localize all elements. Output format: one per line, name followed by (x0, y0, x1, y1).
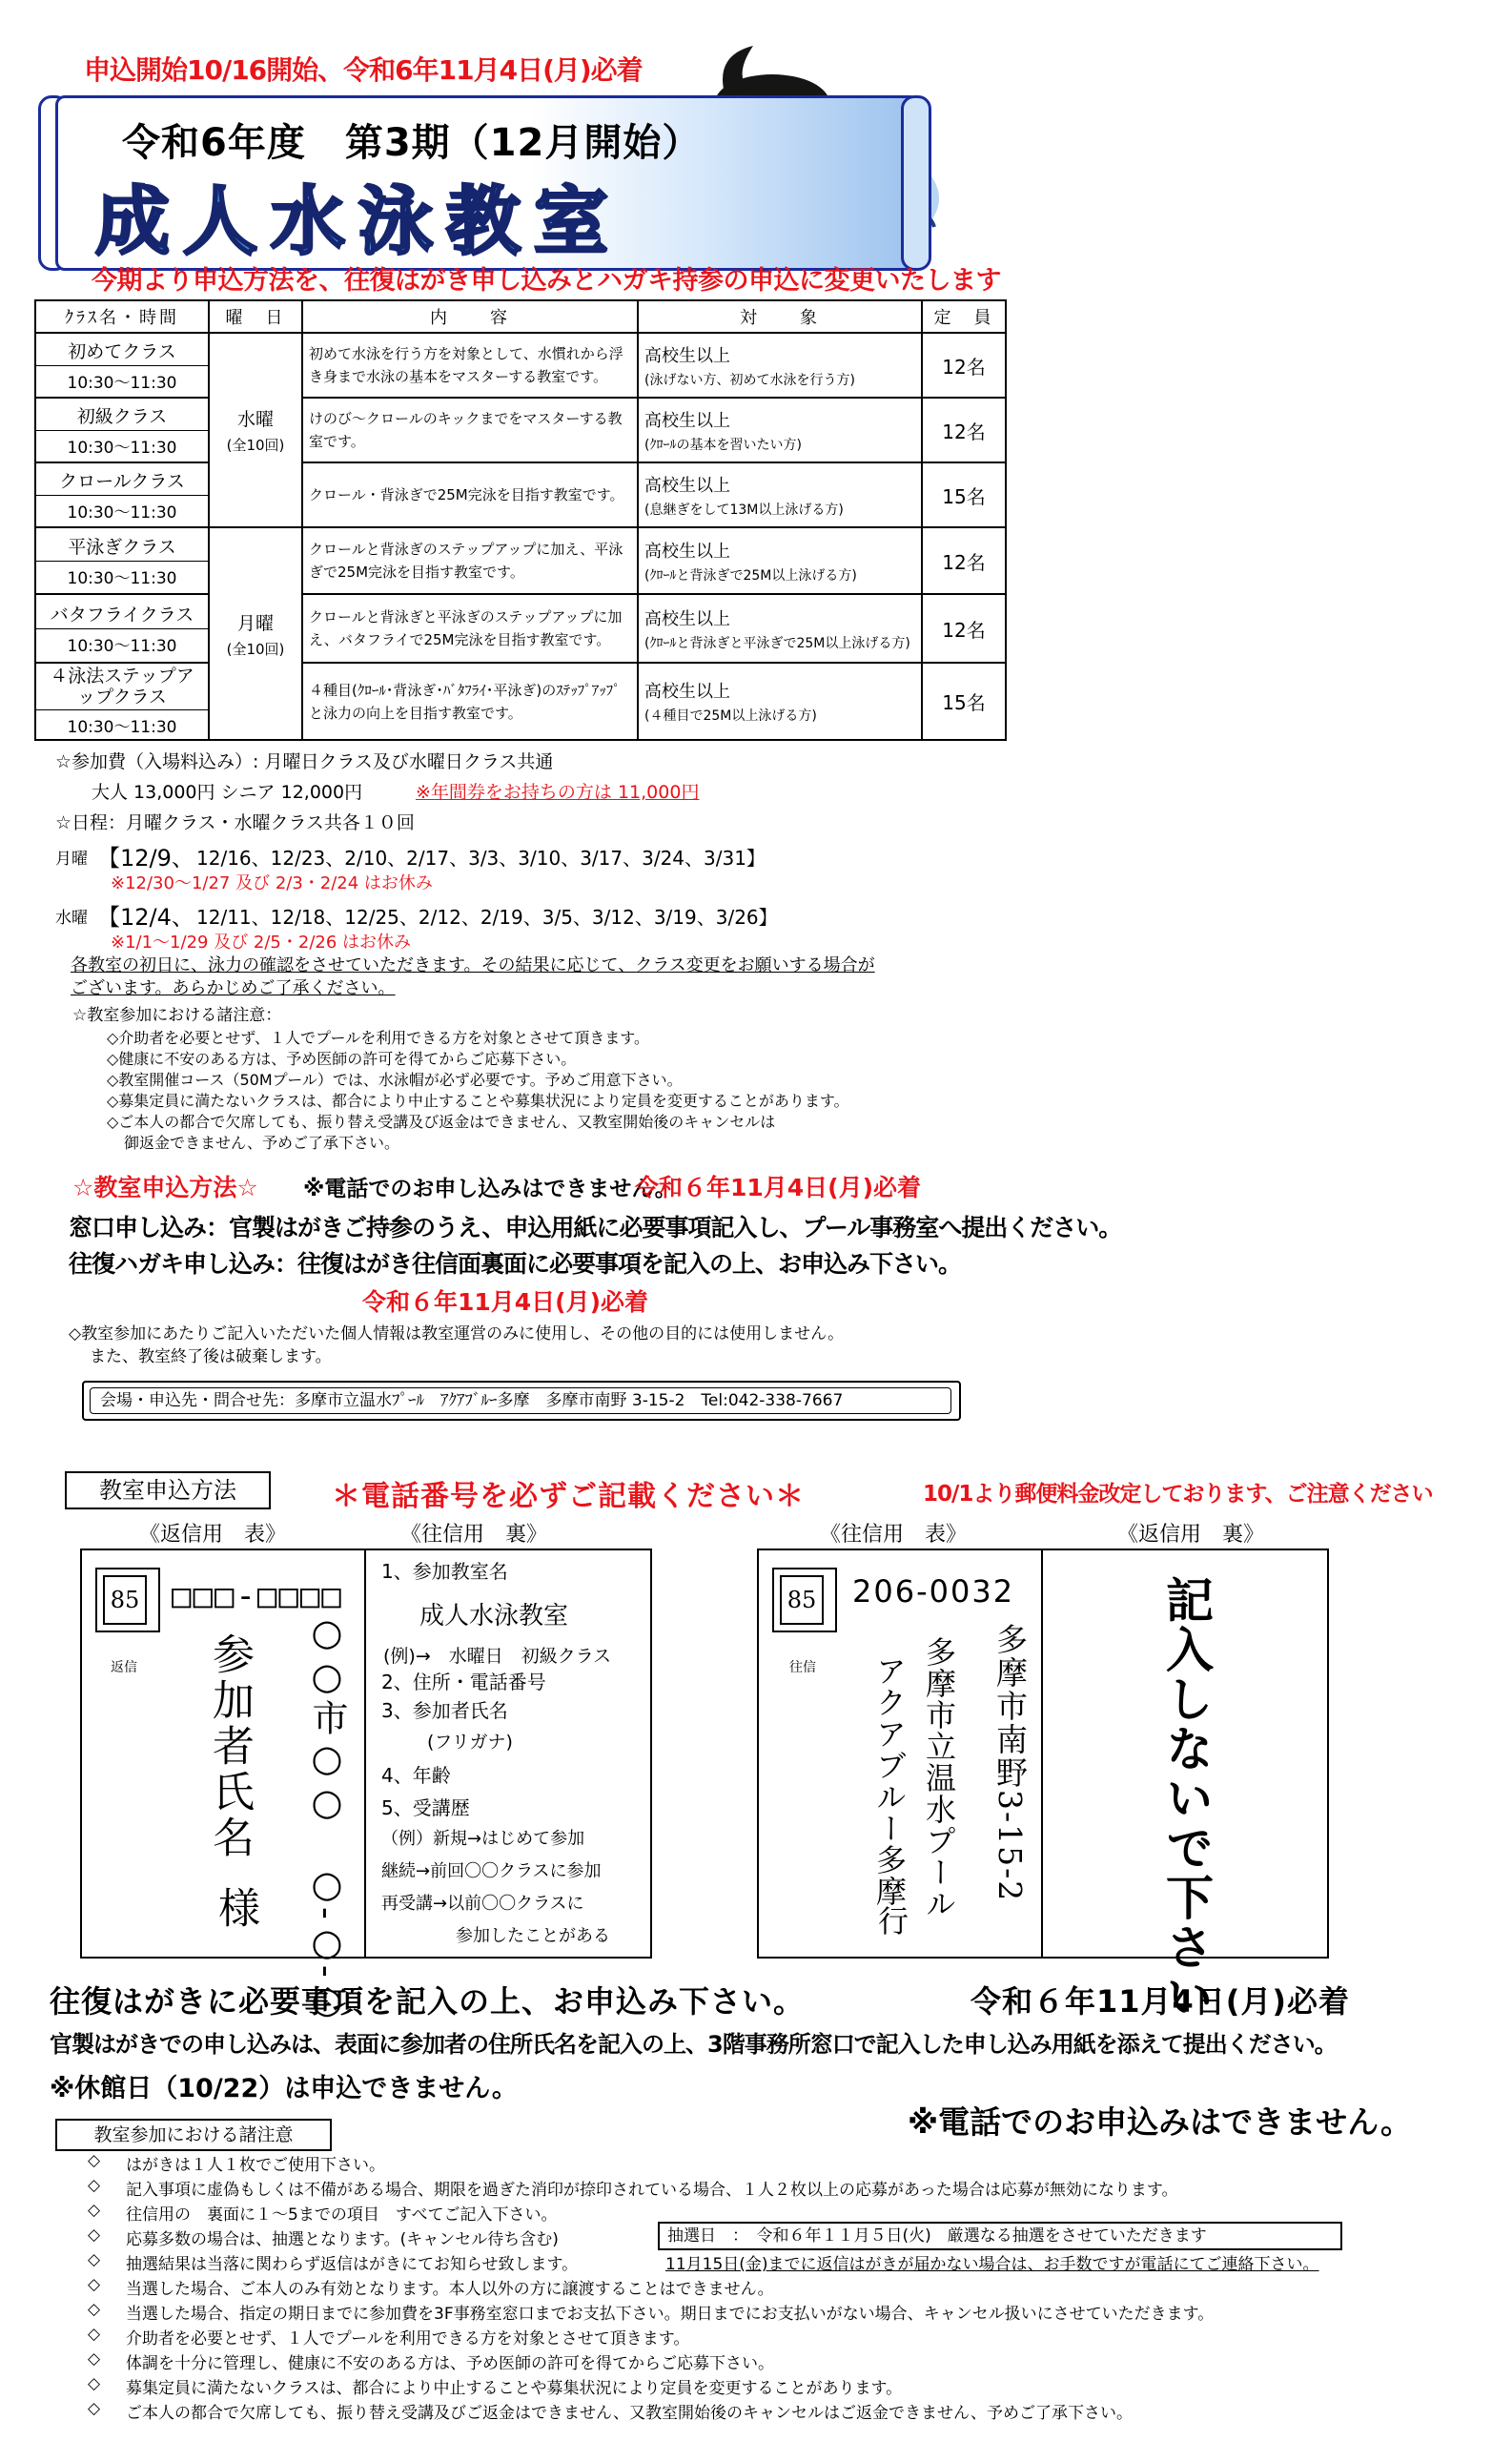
official-card-note: 官製はがきでの申し込みは、表面に参加者の住所氏名を記入の上、3階事務所窓口で記入した申し込み用紙を添えて提出ください。 (50, 2031, 1337, 2058)
class-content: ４種目(ｸﾛｰﾙ･背泳ぎ･ﾊﾞﾀﾌﾗｲ･平泳ぎ)のｽﾃｯﾌﾟｱｯﾌﾟと泳力の向上を目指す教室です。 (302, 663, 638, 740)
note-item: 募集定員に満たないクラスは、都合により中止することや募集状況により定員を変更することがあります。 (126, 2379, 903, 2398)
class-name: クロールクラス (59, 471, 185, 492)
note-item: 当選した場合、指定の期日までに参加費を3F事務室窓口までお支払下さい。期日までにお支払いがない場合、キャンセル扱いにさせていただきます。 (126, 2305, 1215, 2324)
card-heading: 《返信用 表》 (139, 1523, 287, 1547)
class-time: 10:30～11:30 (36, 709, 208, 737)
monday-label: 月曜 (55, 850, 88, 869)
swim-check-note: 各教室の初日に、泳力の確認をさせていただきます。その結果に応じて、クラス変更をお願いする場合が (71, 955, 875, 975)
target: 高校生以上 (644, 345, 730, 366)
card-heading: 《往信用 表》 (820, 1523, 968, 1547)
postcard-divider (1041, 1549, 1043, 1957)
privacy-note-2: また、教室終了後は破棄します。 (90, 1347, 332, 1366)
column-header: 対 象 (638, 300, 922, 333)
class-content: クロール・背泳ぎで25M完泳を目指す教室です。 (302, 462, 638, 527)
class-time: 10:30～11:30 (36, 628, 208, 656)
caution-item: ◇募集定員に満たないクラスは、都合により中止することや募集状況により定員を変更することがあります。 (107, 1092, 849, 1110)
deadline-2: 令和６年11月4日(月)必着 (362, 1288, 649, 1316)
class-name: 初級クラス (76, 406, 168, 427)
target-note: (４種目で25M以上泳げる方) (644, 708, 817, 724)
reply-deadline-note: 11月15日(金)までに返信はがきが届かない場合は、お手数ですが電話にてご連絡下さい。 (665, 2255, 1319, 2274)
lottery-date-box (658, 2222, 1342, 2250)
day-count: (全10回) (226, 437, 285, 454)
phone-required-note: ＊電話番号を必ずご記載ください＊ (332, 1480, 805, 1513)
window-application: 窓口申し込み：官製はがきご持参のうえ、申込用紙に必要事項記入し、プール事務室へ提出ください。 (69, 1214, 1122, 1241)
day-wednesday: 水曜 (236, 409, 274, 430)
table-row (35, 527, 1006, 594)
class-name: 初めてクラス (68, 341, 176, 362)
back-item: 1、参加教室名 (381, 1560, 508, 1583)
note-item: 応募多数の場合は、抽選となります。(キャンセル待ち含む) (126, 2230, 559, 2249)
apply-method-label: 教室申込方法 (65, 1471, 271, 1509)
notes-label: 教室参加における諸注意 (55, 2119, 332, 2151)
fee-prices: 大人 13,000円 シニア 12,000円 (92, 782, 363, 803)
target-note: (息継ぎをして13M以上泳げる方) (644, 502, 844, 518)
table-row (35, 594, 1006, 663)
target: 高校生以上 (644, 608, 730, 629)
monday-dates: 12/16、12/23、2/10、2/17、3/3、3/10、3/17、3/24、3/31】 (196, 847, 766, 870)
class-name: バタフライクラス (50, 605, 194, 626)
back-item: 3、参加者氏名 (381, 1699, 508, 1722)
capacity: 12名 (922, 527, 1006, 594)
diamond-icon: ◇ (88, 2176, 101, 2195)
wednesday-first-date: 【12/4、 (97, 904, 194, 931)
target: 高校生以上 (644, 410, 730, 431)
apply-method-heading: ☆教室申込方法☆ (72, 1174, 258, 1201)
monday-first-date: 【12/9、 (97, 845, 194, 872)
address-placeholder: ○○市○○ ○-○-○ (306, 1611, 348, 2023)
table-row (35, 663, 1006, 740)
back-item: 5、受講歴 (381, 1796, 470, 1819)
participant-name-placeholder: 参加者氏名 (205, 1632, 254, 1861)
table-row (35, 398, 1006, 462)
target: 高校生以上 (644, 475, 730, 496)
closed-day-note: ※休館日（10/22）は申込できません。 (50, 2074, 518, 2103)
method-change-note: 今期より申込方法を、往復はがき申し込みとハガキ持参の申込に変更いたします (92, 266, 1001, 296)
capacity: 12名 (922, 398, 1006, 462)
target-note: (ｸﾛｰﾙの基本を習いたい方) (644, 437, 802, 453)
note-item: 介助者を必要とせず、１人でプールを利用できる方を対象とさせて頂きます。 (126, 2329, 690, 2349)
caution-item: 御返金できません、予めご了承下さい。 (124, 1134, 399, 1152)
caution-item: ◇教室開催コース（50Mプール）では、水泳帽が必ず必要です。予めご用意下さい。 (107, 1071, 683, 1089)
class-content: クロールと背泳ぎと平泳ぎのステップアップに加え、バタフライで25M完泳を目指す教室です。 (302, 594, 638, 663)
target: 高校生以上 (644, 682, 730, 702)
back-item: 参加したことがある (456, 1926, 610, 1946)
target-note: (ｸﾛｰﾙと背泳ぎで25M以上泳げる方) (644, 567, 857, 584)
diamond-icon: ◇ (88, 2374, 101, 2393)
target-note: (泳げない方、初めて水泳を行う方) (644, 372, 855, 388)
back-item: （例）新規→はじめて参加 (381, 1829, 585, 1849)
banner-scroll-right (901, 95, 931, 271)
capacity: 12名 (922, 333, 1006, 398)
class-content: けのび～クロールのキックまでをマスターする教室です。 (302, 398, 638, 462)
application-start-note: 申込開始10/16開始、令和6年11月4日(月)必着 (84, 54, 643, 86)
diamond-icon: ◇ (88, 2300, 101, 2319)
diamond-icon: ◇ (88, 2349, 101, 2369)
capacity: 15名 (922, 663, 1006, 740)
back-item: 継続→前回〇〇クラスに参加 (381, 1861, 602, 1881)
caution-item: ◇介助者を必要とせず、１人でプールを利用できる方を対象とさせて頂きます。 (107, 1029, 649, 1047)
page-title: 成人水泳教室 (95, 179, 623, 265)
table-row (35, 333, 1006, 398)
deadline: 令和６年11月4日(月)必着 (635, 1174, 922, 1201)
destination-gyo: 行 (873, 1905, 909, 1936)
zip-blank: □□□-□□□□ (172, 1577, 343, 1615)
monday-holiday-note: ※12/30～1/27 及び 2/3・2/24 はお休み (111, 873, 433, 893)
back-item: (例)→ 水曜日 初級クラス (383, 1646, 612, 1667)
reply-label: 返信 (111, 1660, 137, 1675)
lottery-date: 抽選日 ： 令和６年１１月５日(火) 厳選なる抽選をさせていただきます (667, 2226, 1207, 2246)
target-note: (ｸﾛｰﾙと背泳ぎと平泳ぎで25M以上泳げる方) (644, 635, 910, 651)
target: 高校生以上 (644, 541, 730, 562)
table-header-row (35, 300, 1006, 333)
note-item: 抽選結果は当落に関わらず返信はがきにてお知らせ致します。 (126, 2255, 579, 2274)
destination-zip: 206-0032 (852, 1573, 1015, 1610)
no-phone-note-footer: ※電話でのお申込みはできません。 (908, 2103, 1413, 2141)
diamond-icon: ◇ (88, 2250, 101, 2269)
destination-address: 多摩市南野3‐15‐2 (991, 1623, 1029, 1903)
contact-text: 会場・申込先・問合せ先：多摩市立温水ﾌﾟｰﾙ ｱｸｱﾌﾞﾙｰ多摩 多摩市南野 3-15-2 Tel:042-338-7667 (100, 1391, 844, 1410)
swim-check-note-2: ございます。あらかじめご了承ください。 (71, 978, 396, 998)
column-header: 曜 日 (209, 300, 302, 333)
note-item: 体調を十分に管理し、健康に不安のある方は、予め医師の許可を得てからご応募下さい。 (126, 2354, 774, 2373)
stamp-value: 85 (103, 1575, 147, 1625)
fee-pass-note: ※年間券をお持ちの方は 11,000円 (416, 782, 700, 803)
no-phone-note: ※電話でのお申し込みはできません。 (303, 1177, 677, 1201)
back-item: 再受講→以前〇〇クラスに (381, 1894, 584, 1914)
wednesday-holiday-note: ※1/1～1/29 及び 2/5・2/26 はお休み (111, 933, 412, 953)
wednesday-dates: 12/11、12/18、12/25、2/12、2/19、3/5、3/12、3/19、3/26】 (196, 906, 778, 929)
note-item: ご本人の都合で欠席しても、振り替え受講及びご返金はできません、又教室開始後のキャンセルはご返金できません、予めご了承下さい。 (126, 2404, 1134, 2423)
column-header: 内 容 (302, 300, 638, 333)
return-card-application: 往復ハガキ申し込み：往復はがき往信面裏面に必要事項を記入の上、お申込み下さい。 (69, 1250, 962, 1278)
note-item: 当選した場合、ご本人のみ有効となります。本人以外の方に譲渡することはできません。 (126, 2280, 774, 2299)
back-item: (フリガナ) (427, 1732, 513, 1753)
card-heading: 《往信用 裏》 (400, 1523, 548, 1547)
schedule-heading: ☆日程：月曜クラス・水曜クラス共各１０回 (55, 812, 415, 833)
diamond-icon: ◇ (88, 2399, 101, 2418)
class-content: クロールと背泳ぎのステップアップに加え、平泳ぎで25M完泳を目指す教室です。 (302, 527, 638, 594)
footer-instruction: 往復はがきに必要事項を記入の上、お申込み下さい。 (50, 1983, 806, 2020)
send-label: 往信 (789, 1660, 816, 1675)
caution-item: ◇ご本人の都合で欠席しても、振り替え受講及び返金はできません、又教室開始後のキャンセルは (107, 1113, 776, 1131)
privacy-note: ◇教室参加にあたりご記入いただいた個人情報は教室運営のみに使用し、その他の目的には使用しません。 (69, 1324, 845, 1344)
footer-deadline: 令和６年11月4日(月)必着 (971, 1983, 1351, 2020)
send-postcard (757, 1549, 1329, 1959)
class-table (34, 299, 1007, 741)
back-item-class-name: 成人水泳教室 (419, 1602, 569, 1631)
stamp-value: 85 (780, 1575, 824, 1625)
class-content: 初めて水泳を行う方を対象として、水慣れから浮き身まで水泳の基本をマスターする教室です。 (302, 333, 638, 398)
fee-heading: ☆参加費（入場料込み）: 月曜日クラス及び水曜日クラス共通 (55, 751, 554, 772)
column-header: ｸﾗｽ名・時間 (35, 300, 209, 333)
capacity: 12名 (922, 594, 1006, 663)
note-item: 記入事項に虚偽もしくは不備がある場合、期限を過ぎた消印が捺印されている場合、１人２枚以上の応募があった場合は応募が無効になります。 (126, 2181, 1178, 2200)
class-time: 10:30～11:30 (36, 495, 208, 523)
class-name: ４泳法ステップアップクラス (50, 666, 194, 708)
card-heading: 《返信用 裏》 (1117, 1523, 1265, 1547)
class-time: 10:30～11:30 (36, 430, 208, 458)
do-not-write-note: 記入しないで下さい (1158, 1575, 1214, 2021)
note-item: 往信用の 裏面に１～5までの項目 すべてご記入下さい。 (126, 2205, 558, 2225)
diamond-icon: ◇ (88, 2275, 101, 2294)
day-monday: 月曜 (236, 612, 274, 634)
class-time: 10:30～11:30 (36, 561, 208, 588)
sama-honorific: 様 (211, 1886, 259, 1928)
diamond-icon: ◇ (88, 2151, 101, 2170)
postcard-divider (364, 1549, 366, 1957)
destination-facility-2: アクアブルー多摩 (871, 1655, 908, 1907)
note-item: はがきは１人１枚でご使用下さい。 (126, 2156, 385, 2175)
class-time: 10:30～11:30 (36, 365, 208, 393)
caution-item: ◇健康に不安のある方は、予め医師の許可を得てからご応募下さい。 (107, 1050, 577, 1068)
postage-change-note: 10/1より郵便料金改定しております、ご注意ください (923, 1482, 1433, 1507)
day-count: (全10回) (226, 640, 285, 658)
caution-heading: ☆教室参加における諸注意： (72, 1006, 282, 1025)
class-name: 平泳ぎクラス (68, 537, 176, 558)
destination-facility: 多摩市立温水プール (921, 1636, 957, 1919)
back-item: 4、年齢 (381, 1764, 451, 1787)
wednesday-label: 水曜 (55, 909, 88, 928)
capacity: 15名 (922, 462, 1006, 527)
diamond-icon: ◇ (88, 2325, 101, 2344)
term-subtitle: 令和6年度 第3期（12月開始） (122, 121, 702, 165)
diamond-icon: ◇ (88, 2226, 101, 2245)
table-row (35, 462, 1006, 527)
column-header: 定 員 (922, 300, 1006, 333)
back-item: 2、住所・電話番号 (381, 1671, 546, 1693)
contact-info (90, 1387, 951, 1414)
diamond-icon: ◇ (88, 2201, 101, 2220)
